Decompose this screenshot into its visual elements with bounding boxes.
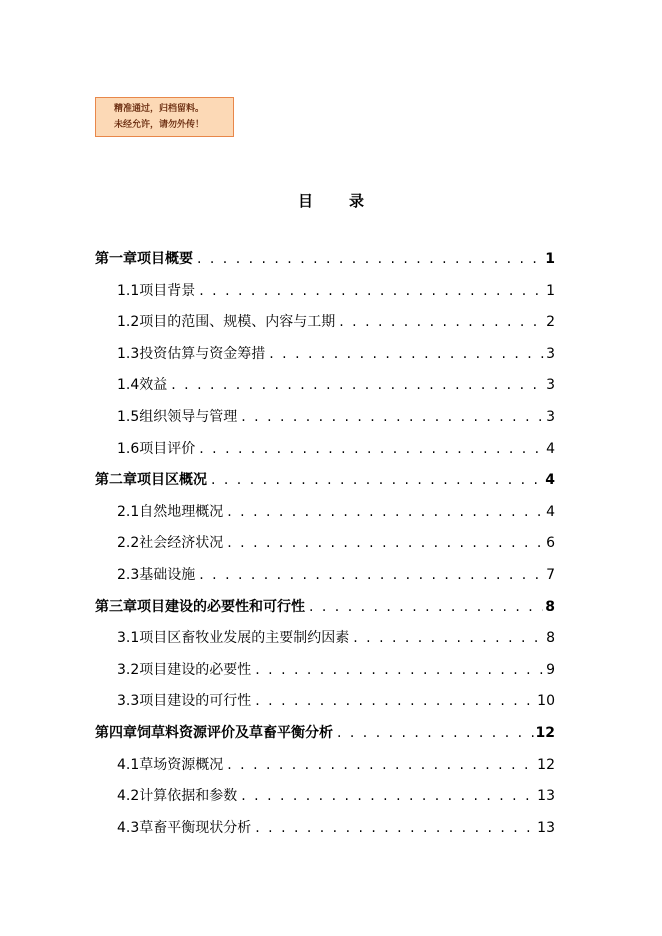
- toc-dot-leader: [227, 530, 544, 556]
- toc-chapter-entry[interactable]: [95, 467, 555, 499]
- toc-entry-title: 饲草料资源评价及草畜平衡分析: [137, 724, 333, 741]
- toc-entry-page-number: 4: [546, 440, 555, 457]
- toc-chapter-entry[interactable]: [95, 246, 555, 278]
- toc-entry-page-number: 3: [546, 345, 555, 362]
- toc-entry-page-number: 4: [545, 472, 555, 489]
- toc-section-entry[interactable]: [95, 309, 555, 341]
- toc-entry-page-number: 8: [545, 598, 555, 615]
- toc-entry-page-number: 7: [546, 566, 555, 583]
- toc-section-entry[interactable]: [95, 815, 555, 847]
- toc-dot-leader: [255, 815, 535, 841]
- toc-entry-number: 第二章: [95, 472, 137, 489]
- toc-entry-number: 4.2: [117, 788, 140, 805]
- stamp-line-1: 精准通过，归档留料。: [114, 104, 205, 114]
- toc-entry-number: 4.3: [117, 819, 140, 836]
- toc-dot-leader: [199, 278, 544, 304]
- toc-dot-leader: [241, 404, 544, 430]
- toc-entry-title: 基础设施: [139, 566, 196, 583]
- toc-entry-page-number: 1: [546, 282, 555, 299]
- toc-entry-number: 3.3: [117, 693, 140, 710]
- toc-entry-page-number: 1: [545, 251, 555, 267]
- toc-entry-title: 效益: [139, 377, 168, 394]
- toc-dot-leader: [199, 436, 544, 462]
- toc-entry-number: 3.1: [117, 630, 140, 647]
- toc-title-char-2: 录: [349, 192, 365, 210]
- toc-dot-leader: [211, 467, 543, 493]
- toc-section-entry[interactable]: [95, 499, 555, 531]
- toc-dot-leader: [309, 594, 543, 620]
- confidential-stamp: [95, 97, 234, 137]
- toc-dot-leader: [171, 372, 544, 398]
- toc-entry-number: 1.2: [117, 314, 140, 331]
- toc-entry-title: 项目区畜牧业发展的主要制约因素: [139, 630, 350, 647]
- toc-entry-page-number: 12: [535, 724, 555, 741]
- toc-dot-leader: [199, 562, 544, 588]
- toc-entry-page-number: 3: [546, 377, 555, 394]
- toc-section-entry[interactable]: [95, 657, 555, 689]
- toc-section-entry[interactable]: [95, 688, 555, 720]
- toc-section-entry[interactable]: [95, 562, 555, 594]
- toc-chapter-entry[interactable]: [95, 720, 555, 752]
- toc-section-entry[interactable]: [95, 341, 555, 373]
- toc-entry-title: 项目区概况: [137, 472, 207, 489]
- toc-entry-title: 社会经济状况: [139, 535, 224, 552]
- toc-entry-page-number: 4: [546, 503, 555, 520]
- toc-entry-number: 第一章: [95, 251, 137, 267]
- toc-entry-number: 2.2: [117, 535, 140, 552]
- toc-dot-leader: [255, 657, 544, 683]
- toc-section-entry[interactable]: [95, 625, 555, 657]
- toc-title-char-1: 目: [297, 192, 313, 210]
- toc-entry-title: 项目建设的可行性: [139, 693, 252, 710]
- toc-entry-page-number: 6: [546, 535, 555, 552]
- toc-chapter-entry[interactable]: [95, 594, 555, 626]
- toc-entry-number: 1.4: [117, 377, 140, 394]
- toc-entry-page-number: 12: [537, 756, 555, 773]
- toc-entry-title: 投资估算与资金筹措: [139, 345, 266, 362]
- toc-entry-page-number: 8: [546, 630, 555, 647]
- toc-entry-number: 1.3: [117, 345, 140, 362]
- toc-section-entry[interactable]: [95, 530, 555, 562]
- toc-entry-title: 组织领导与管理: [139, 408, 238, 425]
- toc-entry-title: 项目背景: [139, 282, 196, 299]
- toc-dot-leader: [227, 499, 544, 525]
- toc-entry-title: 项目评价: [139, 440, 196, 457]
- toc-section-entry[interactable]: [95, 278, 555, 310]
- toc-section-entry[interactable]: [95, 783, 555, 815]
- toc-entry-number: 第四章: [95, 724, 137, 741]
- toc-dot-leader: [337, 720, 534, 746]
- toc-entry-number: 1.5: [117, 408, 140, 425]
- toc-entry-title: 项目概要: [137, 251, 193, 267]
- toc-dot-leader: [269, 341, 544, 367]
- toc-entry-page-number: 3: [546, 408, 555, 425]
- toc-entry-title: 项目建设的必要性和可行性: [137, 598, 305, 615]
- toc-dot-leader: [255, 688, 535, 714]
- toc-section-entry[interactable]: [95, 436, 555, 468]
- toc-entry-page-number: 9: [546, 661, 555, 678]
- toc-entry-title: 计算依据和参数: [139, 788, 238, 805]
- toc-entry-number: 1.6: [117, 440, 140, 457]
- toc-title: [0, 190, 662, 211]
- toc-entry-number: 4.1: [117, 756, 140, 773]
- toc-entry-title: 项目的范围、规模、内容与工期: [139, 314, 336, 331]
- toc-entry-title: 自然地理概况: [139, 503, 224, 520]
- toc-dot-leader: [241, 783, 535, 809]
- toc-entry-number: 2.1: [117, 503, 140, 520]
- toc-entry-title: 项目建设的必要性: [139, 661, 252, 678]
- table-of-contents: [95, 246, 555, 846]
- toc-entry-number: 3.2: [117, 661, 140, 678]
- toc-entry-page-number: 13: [537, 819, 555, 836]
- toc-dot-leader: [339, 309, 544, 335]
- toc-section-entry[interactable]: [95, 404, 555, 436]
- toc-entry-page-number: 2: [546, 314, 555, 331]
- toc-section-entry[interactable]: [95, 752, 555, 784]
- toc-dot-leader: [353, 625, 544, 651]
- toc-dot-leader: [197, 246, 543, 272]
- toc-entry-page-number: 10: [537, 693, 555, 710]
- toc-entry-number: 1.1: [117, 282, 140, 299]
- toc-entry-page-number: 13: [537, 788, 555, 805]
- toc-dot-leader: [227, 752, 535, 778]
- stamp-line-2: 未经允许，请勿外传！: [114, 120, 205, 130]
- toc-entry-title: 草场资源概况: [139, 756, 224, 773]
- toc-entry-title: 草畜平衡现状分析: [139, 819, 252, 836]
- toc-section-entry[interactable]: [95, 372, 555, 404]
- toc-entry-number: 第三章: [95, 598, 137, 615]
- toc-entry-number: 2.3: [117, 566, 140, 583]
